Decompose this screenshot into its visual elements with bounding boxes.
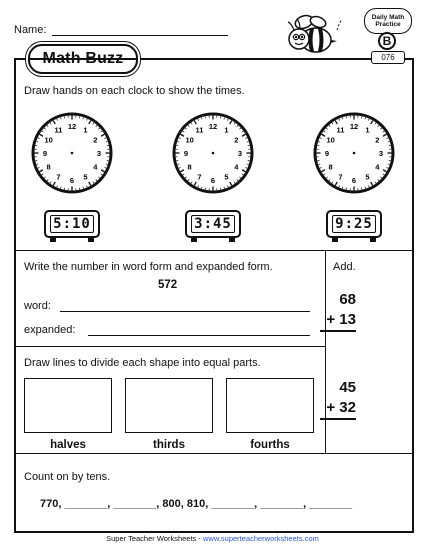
count-item: 810, — [186, 498, 209, 510]
clock-number: 7 — [338, 172, 343, 182]
clock-instruction: Draw hands on each clock to show the times. — [24, 85, 245, 97]
clock-number: 10 — [326, 135, 335, 145]
digital-clock — [185, 210, 241, 238]
analog-clock[interactable] — [29, 110, 115, 196]
divide-instruction: Draw lines to divide each shape into equal parts. — [24, 357, 261, 369]
sum-bar — [320, 330, 356, 332]
clock-number: 3 — [237, 149, 243, 158]
footer-text: Super Teacher Worksheets - — [106, 534, 203, 543]
clock-number: 6 — [69, 176, 75, 185]
clock-number: 6 — [210, 176, 216, 185]
clock-number: 2 — [234, 135, 239, 145]
count-item: 770, — [40, 498, 62, 510]
clock-number: 12 — [349, 122, 359, 131]
clock-number: 5 — [224, 172, 229, 182]
clock-number: 11 — [54, 125, 63, 135]
clock-number: 9 — [42, 149, 48, 158]
addend-bottom-1: + 13 — [326, 311, 356, 328]
digital-clock-foot — [191, 238, 197, 242]
footer — [0, 534, 425, 543]
halves-label: halves — [50, 439, 86, 451]
count-blank[interactable]: _______ — [309, 498, 353, 510]
clock-number: 11 — [336, 125, 345, 135]
count-blank[interactable]: _______, — [260, 498, 307, 510]
word-form-instruction: Write the number in word form and expanded form. — [24, 261, 273, 273]
target-number: 572 — [158, 279, 178, 291]
worksheet-number: 076 — [371, 51, 405, 64]
footer-link[interactable]: www.superteacherworksheets.com — [202, 534, 319, 543]
clock-number: 7 — [197, 172, 202, 182]
clock-number: 10 — [185, 135, 194, 145]
divider — [14, 250, 414, 251]
digital-clock — [44, 210, 100, 238]
digital-clock-foot — [332, 238, 338, 242]
clock-number: 8 — [46, 162, 51, 172]
fourths-label: fourths — [250, 439, 290, 451]
clock-number: 8 — [187, 162, 192, 172]
clock-number: 12 — [67, 122, 77, 131]
name-line[interactable] — [52, 35, 228, 36]
digital-clock-foot — [229, 238, 235, 242]
clock-number: 9 — [183, 149, 189, 158]
shape-halves[interactable] — [24, 378, 112, 433]
add-label: Add. — [333, 261, 356, 273]
digital-time: 3:45 — [191, 215, 235, 233]
word-label: word: — [24, 300, 51, 312]
clock-number: 5 — [365, 172, 370, 182]
divider — [325, 250, 326, 453]
shape-fourths[interactable] — [226, 378, 314, 433]
clock-number: 7 — [56, 172, 61, 182]
clock-number: 2 — [375, 135, 380, 145]
addend-bottom-2: + 32 — [326, 399, 356, 416]
clock-center-dot — [353, 152, 356, 155]
clock-number: 8 — [328, 162, 333, 172]
clock-number: 6 — [351, 176, 357, 185]
thirds-label: thirds — [153, 439, 185, 451]
clock-number: 5 — [83, 172, 88, 182]
expanded-label: expanded: — [24, 324, 76, 336]
shape-thirds[interactable] — [125, 378, 213, 433]
digital-clock-foot — [370, 238, 376, 242]
digital-clock-foot — [50, 238, 56, 242]
analog-clock[interactable] — [170, 110, 256, 196]
count-blank[interactable]: _______, — [211, 498, 258, 510]
count-blank[interactable]: _______, — [113, 498, 160, 510]
clock-number: 1 — [224, 125, 229, 135]
digital-clock-foot — [88, 238, 94, 242]
clock-number: 11 — [195, 125, 204, 135]
clock-number: 9 — [324, 149, 330, 158]
bee-icon — [282, 10, 342, 62]
count-instruction: Count on by tens. — [24, 471, 111, 483]
digital-clock — [326, 210, 382, 238]
clock-number: 4 — [375, 162, 380, 172]
analog-clock[interactable] — [311, 110, 397, 196]
clock-number: 1 — [365, 125, 370, 135]
word-answer-line[interactable] — [60, 311, 310, 312]
name-label: Name: — [14, 24, 47, 36]
addend-top-2: 45 — [339, 379, 356, 396]
count-blank[interactable]: _______, — [64, 498, 111, 510]
clock-number: 2 — [93, 135, 98, 145]
clock-center-dot — [212, 152, 215, 155]
digital-time: 9:25 — [332, 215, 376, 233]
sum-bar — [320, 418, 356, 420]
daily-math-practice-label: Daily Math Practice — [364, 8, 412, 34]
clock-center-dot — [71, 152, 74, 155]
divider — [14, 346, 325, 347]
clock-number: 1 — [83, 125, 88, 135]
count-sequence — [40, 498, 352, 510]
clock-number: 4 — [93, 162, 98, 172]
clock-number: 10 — [44, 135, 53, 145]
count-item: 800, — [162, 498, 184, 510]
level-badge: B — [378, 32, 396, 50]
clock-number: 4 — [234, 162, 239, 172]
clock-number: 12 — [208, 122, 218, 131]
clock-number: 3 — [378, 149, 384, 158]
clock-number: 3 — [96, 149, 102, 158]
digital-time: 5:10 — [50, 215, 94, 233]
worksheet-title: Math Buzz — [28, 44, 138, 74]
divider — [14, 453, 414, 454]
expanded-answer-line[interactable] — [88, 335, 310, 336]
addend-top-1: 68 — [339, 291, 356, 308]
